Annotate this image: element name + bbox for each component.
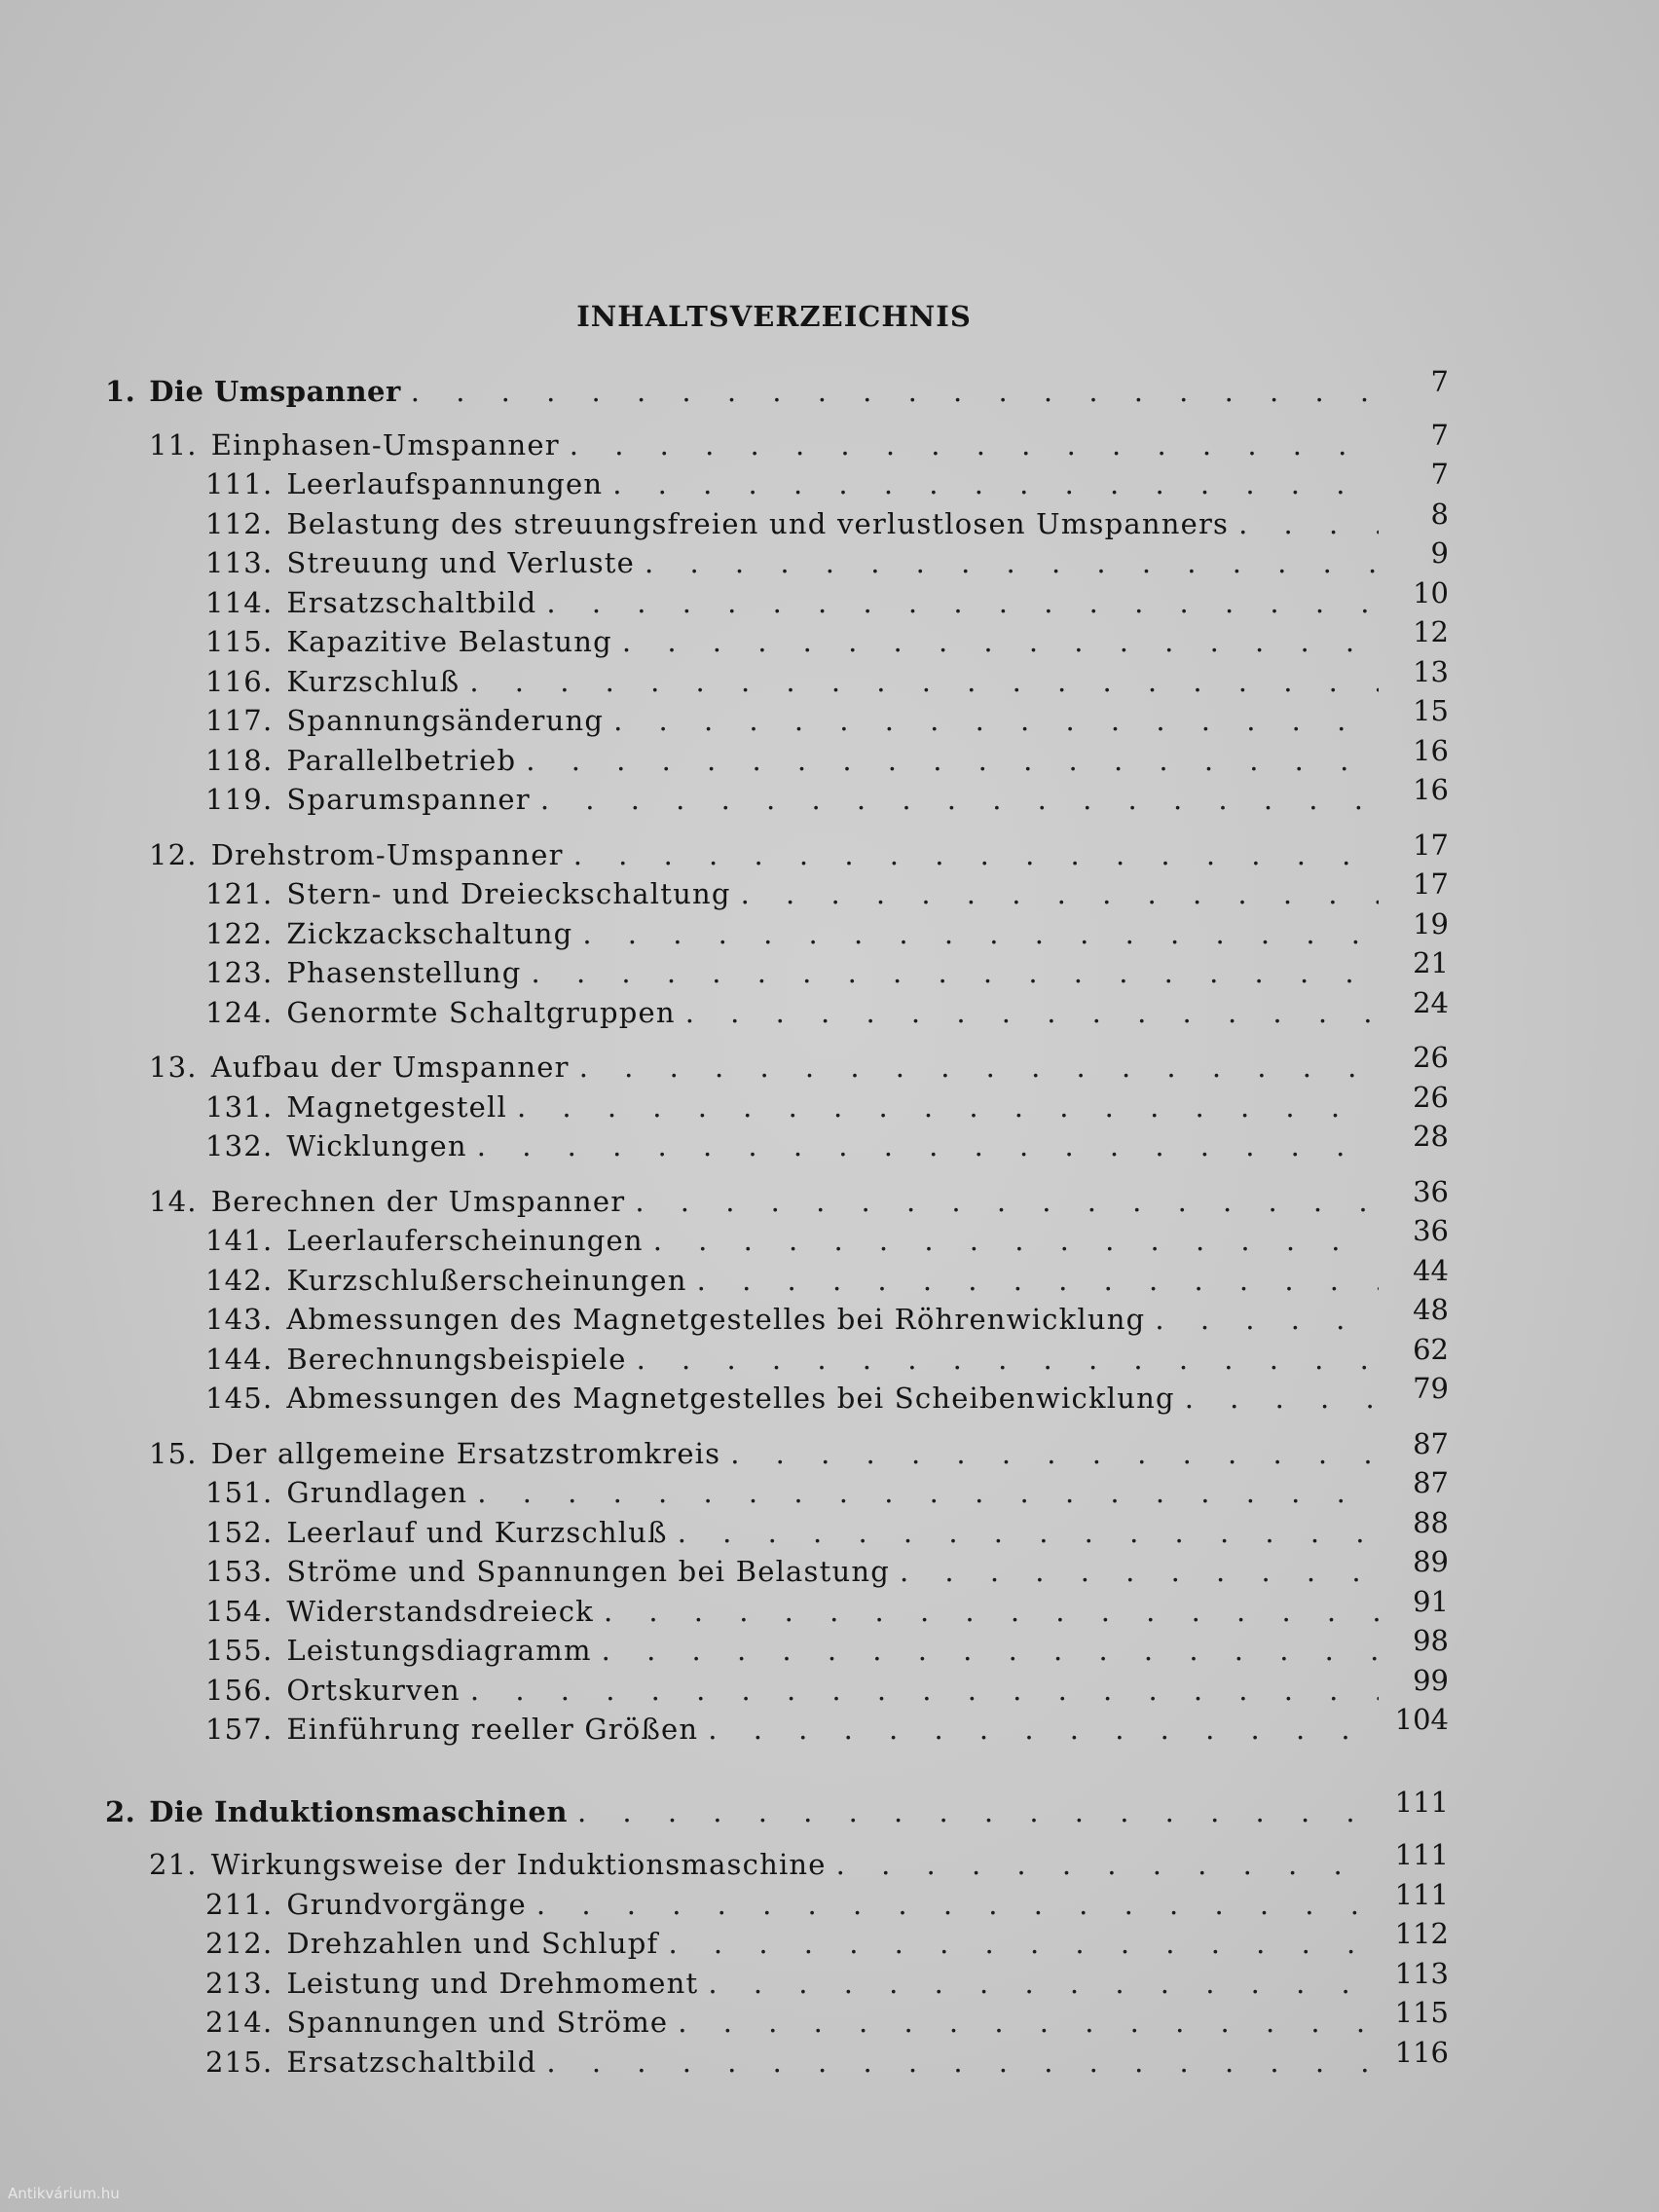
- toc-subsection: [105, 1584, 1449, 1635]
- page-number: 91: [1413, 1584, 1449, 1618]
- entry-title: Wirkungsweise der Induktionsmaschine: [210, 1848, 827, 1881]
- entry-title: Kurzschlußerscheinungen: [286, 1263, 687, 1297]
- page-number: 36: [1413, 1214, 1449, 1247]
- toc-subsection: [105, 2035, 1449, 2085]
- toc-subsection: [105, 733, 1449, 784]
- dot-leader: [612, 467, 1379, 500]
- entry-title: Einphasen-Umspanner: [210, 427, 560, 461]
- dot-leader: [573, 838, 1379, 871]
- entry-title: Grundvorgänge: [286, 1887, 527, 1921]
- page-number: 111: [1394, 1877, 1449, 1911]
- toc-subsection: [105, 773, 1449, 823]
- entry-title: Abmessungen des Magnetgestelles bei Röhrenwicklung: [286, 1303, 1146, 1336]
- dot-leader: [469, 665, 1379, 698]
- toc-subsection: [105, 1080, 1449, 1130]
- entry-title: Einführung reeller Größen: [286, 1713, 699, 1746]
- entry-title: Kapazitive Belastung: [286, 625, 612, 658]
- entry-title: Leerlauf und Kurzschluß: [286, 1515, 668, 1549]
- dot-leader: [741, 877, 1379, 910]
- page-number: 19: [1413, 906, 1449, 940]
- page-number: 7: [1430, 365, 1449, 398]
- dot-leader: [540, 783, 1379, 816]
- entry-title: Wicklungen: [286, 1129, 467, 1162]
- page-number: 12: [1413, 615, 1449, 648]
- page-number: 44: [1413, 1253, 1449, 1287]
- entry-title: Drehstrom-Umspanner: [210, 837, 564, 871]
- entry-number: 118.: [205, 743, 274, 777]
- toc-subsection: [105, 1120, 1449, 1169]
- page-number: 79: [1413, 1372, 1449, 1405]
- entry-number: 116.: [205, 664, 274, 698]
- dot-leader: [1155, 1303, 1379, 1336]
- page-number: 115: [1394, 1996, 1449, 2029]
- toc-subsection: [105, 946, 1449, 996]
- dot-leader: [411, 375, 1379, 408]
- entry-number: 213.: [205, 1966, 274, 2000]
- toc-section: [105, 1426, 1449, 1477]
- entry-number: 212.: [205, 1927, 274, 1960]
- toc-subsection: [105, 867, 1449, 917]
- entry-title: Genormte Schaltgruppen: [286, 995, 676, 1029]
- toc-subsection: [105, 536, 1449, 586]
- dot-leader: [622, 625, 1379, 658]
- dot-leader: [604, 1595, 1379, 1628]
- entry-number: 119.: [205, 783, 274, 816]
- entry-title: Aufbau der Umspanner: [210, 1051, 570, 1084]
- page-number: 8: [1430, 497, 1449, 531]
- dot-leader: [582, 917, 1379, 950]
- dot-leader: [653, 1224, 1379, 1257]
- toc-subsection: [105, 1624, 1449, 1674]
- table-of-contents: [105, 365, 1449, 2084]
- dot-leader: [637, 1343, 1379, 1376]
- toc-subsection: [105, 497, 1449, 547]
- toc-subsection: [105, 1332, 1449, 1382]
- toc-subsection: [105, 1545, 1449, 1595]
- dot-leader: [635, 1185, 1379, 1218]
- entry-number: 21.: [149, 1848, 198, 1881]
- toc-subsection: [105, 1466, 1449, 1516]
- page-title: INHALTSVERZEICHNIS: [576, 300, 972, 333]
- toc-subsection: [105, 654, 1449, 705]
- toc-section: [105, 418, 1449, 468]
- entry-title: Leerlaufspannungen: [286, 467, 604, 500]
- entry-title: Magnetgestell: [286, 1089, 507, 1124]
- dot-leader: [570, 428, 1379, 461]
- page-number: 112: [1394, 1917, 1449, 1950]
- page-number: 7: [1430, 458, 1449, 491]
- entry-number: 155.: [205, 1634, 274, 1667]
- toc-chapter: [105, 1785, 1449, 1835]
- page-number: 17: [1413, 867, 1449, 901]
- page-number: 104: [1394, 1703, 1449, 1736]
- entry-number: 122.: [205, 916, 274, 950]
- entry-number: 132.: [205, 1129, 274, 1162]
- toc-section: [105, 1041, 1449, 1090]
- page-number: 36: [1413, 1174, 1449, 1208]
- page-number: 111: [1394, 1785, 1449, 1819]
- dot-leader: [532, 956, 1379, 989]
- page-number: 21: [1413, 946, 1449, 979]
- page-number: 87: [1413, 1466, 1449, 1499]
- entry-number: 211.: [205, 1887, 274, 1921]
- dot-leader: [645, 546, 1379, 579]
- entry-title: Grundlagen: [286, 1476, 468, 1509]
- entry-number: 144.: [205, 1342, 274, 1376]
- dot-leader: [470, 1674, 1379, 1707]
- entry-title: Ersatzschaltbild: [286, 585, 537, 619]
- page-number: 89: [1413, 1545, 1449, 1578]
- dot-leader: [1238, 507, 1379, 540]
- page-number: 98: [1413, 1624, 1449, 1657]
- dot-leader: [708, 1967, 1379, 2000]
- dot-leader: [536, 1888, 1379, 1921]
- entry-title: Ströme und Spannungen bei Belastung: [286, 1555, 890, 1588]
- entry-title: Parallelbetrieb: [286, 743, 517, 777]
- dot-leader: [477, 1476, 1379, 1509]
- page-number: 10: [1413, 575, 1449, 609]
- entry-title: Drehzahlen und Schlupf: [286, 1927, 659, 1960]
- page-number: 15: [1413, 694, 1449, 727]
- dot-leader: [678, 1516, 1379, 1549]
- entry-number: 151.: [205, 1476, 274, 1509]
- entry-number: 11.: [149, 427, 198, 461]
- entry-title: Belastung des streuungsfreien und verlustlosen Umspanners: [286, 506, 1230, 540]
- entry-number: 13.: [149, 1051, 198, 1084]
- entry-number: 2.: [105, 1794, 136, 1828]
- dot-leader: [546, 2046, 1379, 2079]
- toc-subsection: [105, 1253, 1449, 1304]
- toc-subsection: [105, 458, 1449, 507]
- page-number: 99: [1413, 1663, 1449, 1697]
- toc-subsection: [105, 615, 1449, 665]
- page-number: 87: [1413, 1426, 1449, 1460]
- toc-subsection: [105, 985, 1449, 1036]
- dot-leader: [613, 704, 1379, 737]
- entry-number: 12.: [149, 837, 198, 871]
- dot-leader: [477, 1129, 1379, 1162]
- page-number: 13: [1413, 654, 1449, 688]
- watermark: Antikvárium.hu: [8, 2185, 120, 2202]
- dot-leader: [697, 1264, 1379, 1297]
- dot-leader: [678, 2006, 1379, 2039]
- page-number: 26: [1413, 1041, 1449, 1074]
- entry-number: 141.: [205, 1224, 274, 1257]
- dot-leader: [546, 586, 1379, 619]
- entry-number: 112.: [205, 506, 274, 540]
- entry-number: 157.: [205, 1713, 274, 1746]
- entry-number: 214.: [205, 2006, 274, 2039]
- toc-subsection: [105, 1917, 1449, 1967]
- entry-title: Leerlauferscheinungen: [286, 1224, 644, 1257]
- dot-leader: [900, 1555, 1379, 1588]
- toc-subsection: [105, 1214, 1449, 1264]
- dot-leader: [708, 1713, 1379, 1746]
- page-number: 116: [1394, 2035, 1449, 2069]
- entry-title: Kurzschluß: [286, 664, 461, 698]
- dot-leader: [579, 1051, 1379, 1084]
- dot-leader: [836, 1848, 1379, 1881]
- entry-title: Ersatzschaltbild: [286, 2045, 537, 2079]
- entry-number: 143.: [205, 1303, 274, 1336]
- entry-number: 142.: [205, 1263, 274, 1297]
- toc-subsection: [105, 1877, 1449, 1928]
- entry-title: Phasenstellung: [286, 956, 522, 989]
- page-number: 113: [1394, 1956, 1449, 1990]
- entry-title: Spannungsänderung: [286, 704, 605, 737]
- toc-subsection: [105, 1996, 1449, 2046]
- entry-number: 14.: [149, 1184, 198, 1218]
- toc-subsection: [105, 694, 1449, 744]
- dot-leader: [1185, 1382, 1379, 1415]
- dot-leader: [602, 1634, 1379, 1667]
- page-number: 48: [1413, 1293, 1449, 1326]
- toc-subsection: [105, 906, 1449, 957]
- toc-subsection: [105, 1663, 1449, 1714]
- toc-subsection: [105, 1703, 1449, 1752]
- toc-section: [105, 1838, 1449, 1888]
- entry-number: 15.: [149, 1436, 198, 1470]
- page-number: 7: [1430, 418, 1449, 452]
- toc-subsection: [105, 575, 1449, 626]
- page-number: 16: [1413, 773, 1449, 806]
- entry-title: Leistungsdiagramm: [286, 1634, 592, 1667]
- page-number: 17: [1413, 828, 1449, 862]
- entry-number: 1.: [105, 375, 136, 408]
- page-number: 24: [1413, 985, 1449, 1019]
- entry-number: 152.: [205, 1515, 274, 1549]
- entry-number: 153.: [205, 1555, 274, 1588]
- toc-subsection: [105, 1372, 1449, 1421]
- entry-number: 111.: [205, 467, 274, 500]
- entry-number: 215.: [205, 2045, 274, 2079]
- toc-subsection: [105, 1956, 1449, 2007]
- entry-title: Berechnen der Umspanner: [210, 1184, 626, 1218]
- entry-number: 156.: [205, 1673, 274, 1707]
- entry-number: 124.: [205, 995, 274, 1029]
- page-number: 111: [1394, 1838, 1449, 1871]
- entry-title: Streuung und Verluste: [286, 546, 636, 579]
- entry-number: 113.: [205, 546, 274, 579]
- page-number: 62: [1413, 1332, 1449, 1366]
- page-number: 9: [1430, 536, 1449, 570]
- entry-number: 131.: [205, 1089, 274, 1124]
- entry-number: 154.: [205, 1594, 274, 1628]
- page-number: 26: [1413, 1080, 1449, 1114]
- page-number: 88: [1413, 1505, 1449, 1539]
- entry-number: 123.: [205, 956, 274, 989]
- entry-title: Spannungen und Ströme: [286, 2006, 669, 2039]
- page-number: 28: [1413, 1120, 1449, 1153]
- toc-section: [105, 1174, 1449, 1225]
- dot-leader: [730, 1437, 1379, 1470]
- toc-subsection: [105, 1505, 1449, 1556]
- dot-leader: [577, 1795, 1379, 1828]
- dot-leader: [668, 1927, 1379, 1960]
- entry-number: 121.: [205, 877, 274, 910]
- toc-chapter: [105, 365, 1449, 415]
- entry-title: Zickzackschaltung: [286, 916, 573, 950]
- entry-title: Widerstandsdreieck: [286, 1594, 594, 1628]
- toc-section: [105, 828, 1449, 878]
- toc-subsection: [105, 1293, 1449, 1343]
- dot-leader: [526, 744, 1379, 777]
- entry-number: 115.: [205, 625, 274, 658]
- entry-title: Sparumspanner: [286, 783, 531, 816]
- entry-title: Abmessungen des Magnetgestelles bei Scheibenwicklung: [286, 1382, 1175, 1415]
- entry-title: Ortskurven: [286, 1673, 461, 1707]
- entry-title: Die Umspanner: [149, 375, 401, 408]
- dot-leader: [685, 996, 1379, 1029]
- entry-title: Leistung und Drehmoment: [286, 1966, 699, 2000]
- entry-title: Stern- und Dreieckschaltung: [286, 877, 731, 910]
- entry-number: 114.: [205, 585, 274, 619]
- entry-number: 145.: [205, 1382, 274, 1415]
- dot-leader: [517, 1090, 1379, 1124]
- page-number: 16: [1413, 733, 1449, 767]
- entry-title: Der allgemeine Ersatzstromkreis: [210, 1436, 721, 1470]
- entry-title: Die Induktionsmaschinen: [149, 1794, 568, 1828]
- entry-number: 117.: [205, 704, 274, 737]
- entry-title: Berechnungsbeispiele: [286, 1342, 627, 1376]
